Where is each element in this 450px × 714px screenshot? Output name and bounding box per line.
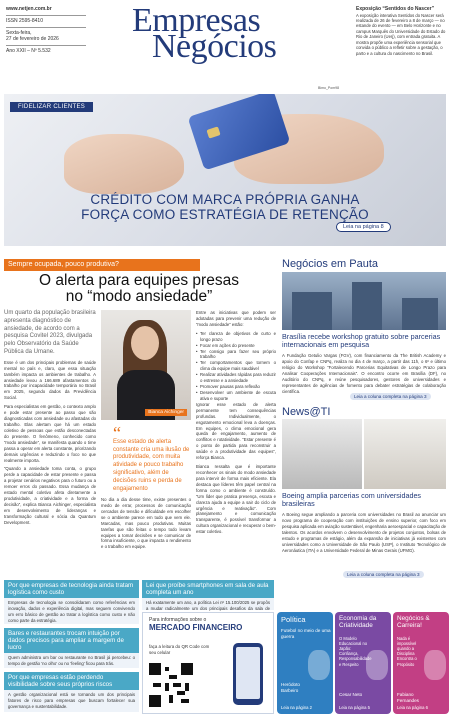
news-paragraph: A Boeing segue ampliando a parceria com universidades no Brasil ao anunciar um novo programa de cooperação com instituições de ensino superior, com foco em pesquisa aplicada em aviação sustentável, engenharia aeroespacial e capacitação de talentos. Os acordos envolvem o desenvolvimento de projetos conjuntos, bolsas de estudo e programas de estágio, além da expansão de iniciativas já existentes com universidades como a Universidade de São Paulo (USP), o Instituto Tecnológico de Aeronáutica (ITA) e a Universidade Federal de Minas Gerais (UFMG). xyxy=(282,512,446,553)
teaser-title: Lei que proíbe smartphones em sala de aula completa um ano xyxy=(142,580,274,598)
list-item: • Realizar atividades rápidas para reduzir o estresse e a ansiedade xyxy=(196,372,276,384)
pull-quote-text: Esse estado de alerta constante cria uma ilusão de produtividade, com muita atividade e pouco trabalho significativo, além de decisões ruins e perda de engajamento xyxy=(113,438,190,492)
card-link[interactable]: Leia na página 5 xyxy=(339,705,370,710)
teaser-logistics[interactable] xyxy=(4,580,139,624)
divider xyxy=(6,45,86,46)
negocios-headline: Brasília recebe workshop gratuito sobre parcerias internacionais em pesquisa xyxy=(282,332,441,350)
list-item: • Desenvolver um ambiente de escuta ativa e suporte xyxy=(196,390,276,402)
hero-headline-1: CRÉDITO COM MARCA PRÓPRIA GANHA xyxy=(90,192,360,207)
teaser-title: Bares e restaurantes trocam intuição por dados precisos para ampliar a margem de lucro xyxy=(4,628,139,653)
card-link[interactable]: Leia na página 6 xyxy=(397,705,428,710)
site-url[interactable]: www.netjen.com.br xyxy=(6,6,52,12)
photo-shape xyxy=(402,298,438,330)
teaser-title: Por que empresas de tecnologia ainda tratam logística como custo xyxy=(4,580,139,598)
list-item: • Ter comportamentos que tornem o clima da equipe mais saudável xyxy=(196,360,276,372)
news-text xyxy=(282,512,446,556)
teaser-text: Empresas de tecnologia se consolidaram como referências em inovação, dados e experiência digital, mas seguem convivendo um erro básico de gestão ao tratar a logística como custo e não como parte da estratégia. xyxy=(8,600,135,623)
card-subtitle: Nada é impossível quando a Disciplina Encontra o Propósito xyxy=(397,636,417,667)
date: 27 de fevereiro de 2026 xyxy=(6,36,59,43)
card-title: Política xyxy=(281,615,306,624)
logo-line-2: Negócios xyxy=(152,28,277,65)
weekday: Sexta-feira, xyxy=(6,29,32,36)
card-author: Fabiano Fernandes xyxy=(397,692,419,703)
photo-shape xyxy=(352,282,382,330)
article-paragraph: Esse é um dos principais problemas de saúde mental no país e, claro, que essa situação também impacta os ambientes de trabalho. A ansiedade levou a 166.689 afastamentos do trabalho por incapacidade temporária no Brasil em 2025, segundo dados da Previdência Social. xyxy=(4,359,96,401)
author-avatar xyxy=(308,650,330,680)
card-link[interactable]: Leia na página 2 xyxy=(281,705,312,710)
news-headline: Boeing amplia parcerias com universidades brasileiras xyxy=(282,491,422,509)
pull-quote xyxy=(113,423,193,493)
article-column-1 xyxy=(4,310,96,529)
teaser-text: Há exatamente um ano, a política Lei nº 15.100/2025 se propôs a mudar radicalmente um dos principais desafios da sala de xyxy=(146,600,270,612)
teaser-title: Por que empresas estão perdendo visibilidade sobre seus próprios riscos xyxy=(4,672,139,690)
card-title: Economia da Criatividade xyxy=(339,615,377,629)
news-photo-left xyxy=(282,419,362,489)
card-politica[interactable] xyxy=(277,612,333,714)
list-item: • Ter clareza de objetivos de curto e longo prazo xyxy=(196,331,276,343)
teaser-bars[interactable] xyxy=(4,628,139,668)
article-paragraph: “Quando a ansiedade toma conta, o grupo perde a capacidade de estar presente e passa a projetar cenários negativos para o futuro ou a remoer erros do passado. Essa mudança de estado mental coletivo afeta diretamente a produtividade, a criatividade e a forma de decisão”, explica Bianca Aichinger, especialista em desenvolvimento de lideranças e transformação cultural e sócia da Quantum Development. xyxy=(4,466,96,525)
news-read-link[interactable]: Leia a coluna completa na página 3 xyxy=(343,571,424,578)
article-paragraph: Entre as iniciativas que podem ser adotadas para prevenir uma redução de “modo ansiedade” estão: xyxy=(196,310,276,327)
section-title-negocios: Negócios em Pauta xyxy=(282,258,378,270)
article-paragraph: No dia a dia desse time, existe presentes o medo de errar, processos de comunicação cercados de tensão e dificuldade em escolher se o ambiente parece em tudo que vem ele. Marcadas, mas pouco produtivas. Muitas tarefas que são feitas o tempo todo levam equipes a tomar decisões e se comunicar de forma insuficiente, o que impacta o rendimento e o trabalho em equipe. xyxy=(101,497,191,550)
divider xyxy=(6,15,86,16)
card-subtitle: Futebol no meio de uma guerra xyxy=(281,628,331,639)
teaser-text: Quem administra um bar ou restaurante no Brasil já percebeu: o tempo de gestão ‘no olho’ ou no ‘feeling’ ficou para trás. xyxy=(8,655,135,667)
author-avatar xyxy=(366,650,388,680)
section-title-news: News@TI xyxy=(282,406,331,418)
negocios-photo xyxy=(282,272,446,330)
side-story xyxy=(356,6,446,56)
side-story-headline: Exposição “Sentidos do Nascer” xyxy=(356,6,435,12)
card-economia[interactable] xyxy=(335,612,391,714)
face-shape xyxy=(131,326,159,360)
article-kicker: Sempre ocupada, pouco produtiva? xyxy=(4,259,200,271)
negocios-paragraph: A Fundação Getulio Vargas (FGV), com financiamento da The British Academy e apoio do Confap e CNPq, realiza no dia 4 de março, a partir das 11h, o 6º e último relógio do Workshop “Fortalecendo Parcerias Equitativas de Longo Prazo para Analisar Cooperações Internacionais”. O encontro ocorre em Brasília (DF), no Auditório do CNPq, e reúne pesquisadores, gestores de universidades e representantes de agências de fomento para debater estratégias de colaboração científica. xyxy=(282,353,446,394)
market-line-1: Para informações sobre o xyxy=(149,617,207,623)
negocios-read-link[interactable]: Leia a coluna completa na página 3 xyxy=(350,393,431,400)
divider xyxy=(6,27,86,28)
article-title-line-1: O alerta para equipes presas xyxy=(39,272,239,289)
newspaper-logo xyxy=(92,0,347,66)
article-column-2 xyxy=(101,497,191,553)
issn: ISSN 2595-8410 xyxy=(6,17,43,24)
logo-line-1: Empresas xyxy=(132,2,261,39)
card-author: Cesar Neto xyxy=(339,692,363,697)
photo-credit: Bimo_Pom98 xyxy=(318,86,340,90)
photo-shape xyxy=(292,292,332,330)
list-item: • Promover pausas para reflexão xyxy=(196,384,276,390)
hero-tag: FIDELIZAR CLIENTES xyxy=(10,102,93,112)
masthead-info xyxy=(6,6,86,55)
article-paragraph: Ignorar esse estado de alerta permanente tem consequências profundas. Individualmente, o esgotamento emocional leva a doenças. Em equipes, o clima emocional gera queda de engajamento, aumento de conflitos e rotatividade. “Estar presente é o ponto de partida para reconstruir a saúde e a produtividade das equipes”, reforça Bianca. xyxy=(196,401,276,461)
card-title: Negócios & Carreira! xyxy=(397,615,430,629)
list-item: • Ter consigo para fazer seu próprio trabalho xyxy=(196,349,276,361)
card-subtitle: O Modelo Educacional no Japão: Confiança, Responsabilidade e Respeito xyxy=(339,636,372,667)
hand-left-illustration xyxy=(64,134,184,194)
article-title xyxy=(4,273,274,306)
card-chip-icon xyxy=(206,126,220,138)
teaser-risks[interactable] xyxy=(4,672,139,712)
edition: Ano XXII – Nº 5.532 xyxy=(6,48,51,54)
market-line-3: faça a leitura do QR Code com seu celular xyxy=(149,644,210,655)
news-photo-right xyxy=(364,419,446,489)
market-line-2: MERCADO FINANCEIRO xyxy=(149,623,243,632)
article-lead: Um quarto da população brasileira apresenta diagnóstico de ansiedade, de acordo com a pesquisa Covitel 2023, divulgada pelo Observatório da Saúde Pública da Umane. xyxy=(4,310,96,355)
negocios-text xyxy=(282,353,446,397)
qr-code-icon[interactable] xyxy=(149,663,193,707)
card-negocios-carreira[interactable] xyxy=(393,612,449,714)
market-qr-box[interactable] xyxy=(142,612,274,714)
photo-caption: Bianca Aichinger xyxy=(145,409,187,416)
author-photo xyxy=(101,310,191,420)
article-paragraph: Para especialistas em gestão, o contexto amplo e pode estar presente ao passo que são diagnosticadas com ansiedade ou afastadas do trabalho. Elas alertam que há um estado coletivo de pessoas que estão desconectadas do presente. O fenômeno, conhecido como “modo ansiedade”, se manifesta quando o time passa a operar em alerta constante, priorizando demais urgências e reduzindo o foco no que realmente importa. xyxy=(4,404,96,463)
author-avatar xyxy=(424,650,446,680)
hero-headline-2: FORÇA COMO ESTRATÉGIA DE RETENÇÃO xyxy=(81,207,369,222)
tips-list xyxy=(196,331,276,402)
quote-mark-icon: “ xyxy=(113,423,121,443)
side-story-text: A exposição interativa Sentidos do Nascer será realizada de 26 de fevereiro a 8 de março — no estande do evento — em Belo Horizonte e no campus Marquês do Universidade do Estado do Rio de Janeiro (Uerj), com entrada gratuita. A mostra propõe uma experiência sensorial que convida o público a refletir sobre a gestação, o parto e a cultura do nascimento no Brasil. xyxy=(356,12,446,56)
hero-read-link[interactable]: Leia na página 8 xyxy=(336,222,391,232)
hero-banner xyxy=(4,94,446,246)
list-item: • Focar em ações do presente xyxy=(196,343,276,349)
teaser-text: A gestão organizacional está se tornando um dos principais fatores de risco para empresas que buscam fortalecer sua governança e sustentabilidade. xyxy=(8,692,135,709)
article-paragraph: Bianca ressalta que é importante reconhecer os sinais do modo ansiedade para intervir de forma mais eficiente. Ela destaca que líderes têm papel central na forma como o ambiente é construído. “Um líder que pratica presença, escuta e clareza ajuda a equipe a sair do ciclo de urgência e reativação”. Com planejamento e comunicação transparente, é possível transformar a cultura organizacional e recuperar o bem-estar coletivo. xyxy=(196,464,276,535)
article-title-line-2: no “modo ansiedade” xyxy=(65,288,213,306)
article-column-3 xyxy=(196,310,276,538)
smartphone-icon xyxy=(233,643,263,705)
teaser-smartphones[interactable] xyxy=(142,580,274,610)
card-author: Heródoto Barbeiro xyxy=(281,682,300,693)
